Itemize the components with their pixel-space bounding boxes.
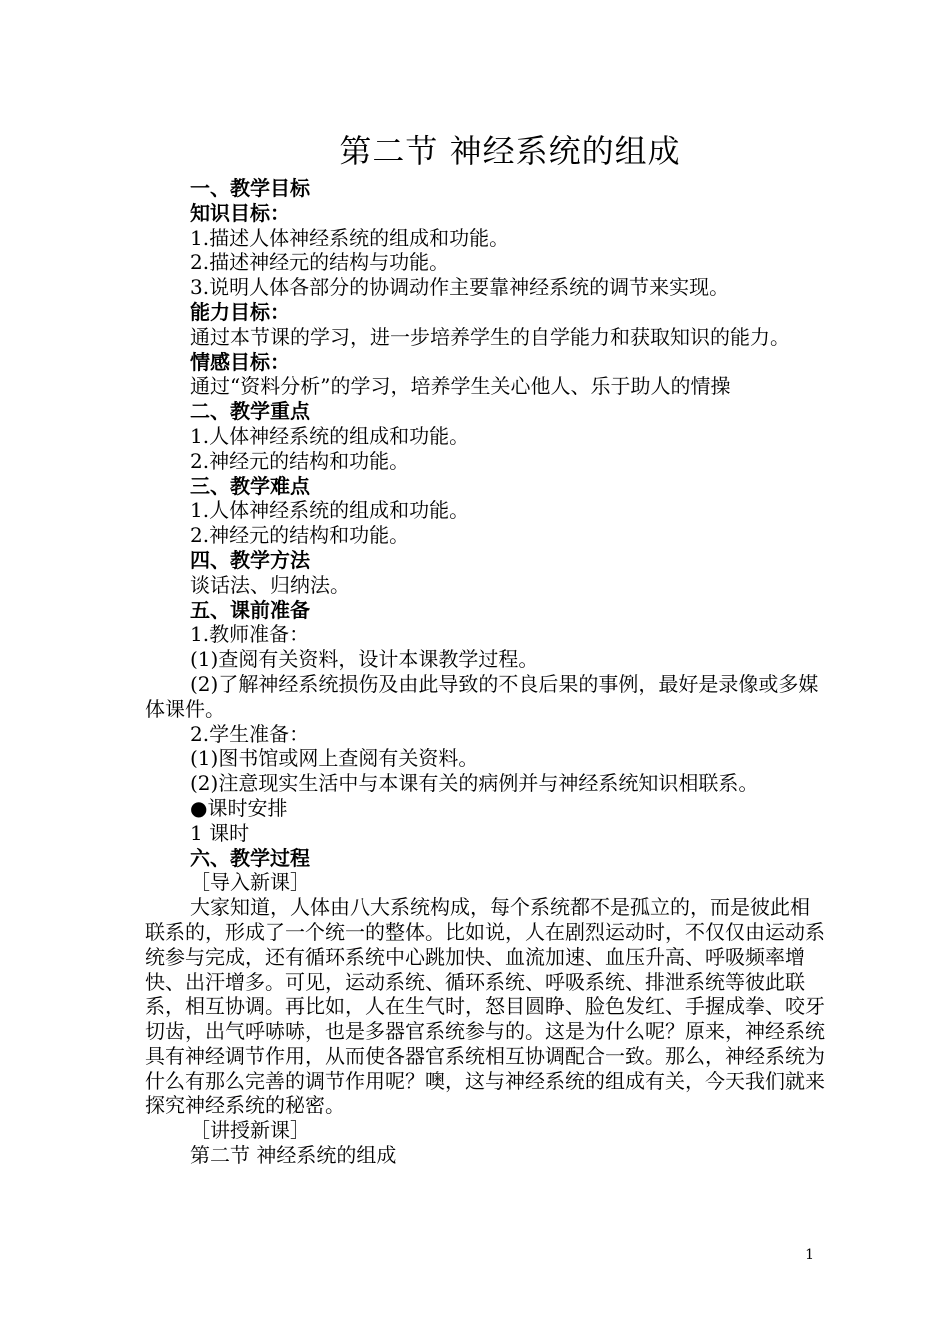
- process-heading: 六、教学过程: [190, 845, 310, 870]
- method-heading: 四、教学方法: [190, 547, 310, 572]
- page-number: 1: [805, 1247, 814, 1263]
- lecture-label: ［讲授新课］: [190, 1118, 310, 1143]
- schedule-heading: ●课时安排: [190, 795, 288, 820]
- student-prep: 2.学生准备：: [190, 721, 310, 746]
- page-title: 第二节 神经系统的组成: [339, 132, 681, 170]
- student-item: (2)注意现实生活中与本课有关的病例并与神经系统知识相联系。: [190, 771, 759, 796]
- lecture-text: 第二节 神经系统的组成: [190, 1143, 397, 1168]
- teacher-prep: 1.教师准备：: [190, 622, 310, 647]
- knowledge-item: 1.描述人体神经系统的组成和功能。: [190, 225, 510, 250]
- difficulty-item: 2.神经元的结构和功能。: [190, 523, 410, 548]
- teacher-item: (1)查阅有关资料，设计本课教学过程。: [190, 647, 539, 672]
- intro-text: 大家知道，人体由八大系统构成，每个系统都不是孤立的，而是彼此相联系的，形成了一个统一的整体。比如说，人在剧烈运动时，不仅仅由运动系统参与完成，还有循环系统中心跳加快、血流加速、血压升高、呼吸频率增快、出汗增多。可见，运动系统、循环系统、呼吸系统、排泄系统等彼此联系，相互协调。再比如，人在生气时，怒目圆睁、脸色发红、手握成拳、咬牙切齿，出气呼哧哧，也是多器官系统参与的。这是为什么呢？原来，神经系统具有神经调节作用，从而使各器官系统相互协调配合一致。那么，神经系统为什么有那么完善的调节作用呢？噢，这与神经系统的组成有关，今天我们就来探究神经系统的秘密。: [145, 895, 825, 1118]
- knowledge-item: 2.描述神经元的结构与功能。: [190, 250, 450, 275]
- objectives-heading: 一、教学目标: [190, 176, 310, 200]
- prep-heading: 五、课前准备: [190, 597, 310, 622]
- emotion-heading: 情感目标：: [190, 349, 290, 374]
- emotion-text: 通过“资料分析”的学习，培养学生关心他人、乐于助人的情操: [190, 374, 731, 399]
- key-item: 1.人体神经系统的组成和功能。: [190, 423, 470, 448]
- knowledge-item: 3.说明人体各部分的协调动作主要靠神经系统的调节来实现。: [190, 275, 730, 300]
- key-heading: 二、教学重点: [190, 399, 310, 424]
- schedule-text: 1 课时: [190, 820, 250, 845]
- method-text: 谈话法、归纳法。: [190, 572, 350, 597]
- document-body: [145, 176, 825, 1168]
- difficulty-heading: 三、教学难点: [190, 473, 310, 498]
- ability-heading: 能力目标：: [190, 299, 290, 324]
- student-item: (1)图书馆或网上查阅有关资料。: [190, 746, 479, 771]
- ability-text: 通过本节课的学习，进一步培养学生的自学能力和获取知识的能力。: [190, 324, 790, 349]
- difficulty-item: 1.人体神经系统的组成和功能。: [190, 498, 470, 523]
- key-item: 2.神经元的结构和功能。: [190, 448, 410, 473]
- teacher-item: (2)了解神经系统损伤及由此导致的不良后果的事例，最好是录像或多媒体课件。: [145, 671, 819, 721]
- intro-label: ［导入新课］: [190, 870, 310, 895]
- knowledge-heading: 知识目标：: [190, 200, 290, 225]
